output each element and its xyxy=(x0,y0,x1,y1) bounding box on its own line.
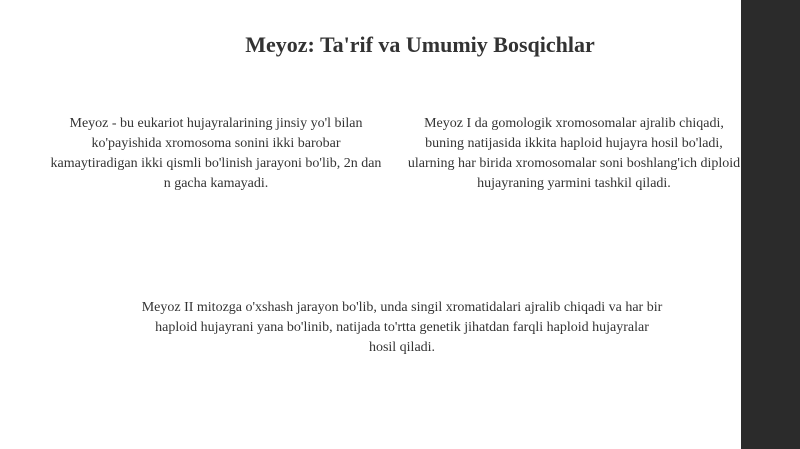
paragraph-meiosis-two: Meyoz II mitozga o'xshash jarayon bo'lib, unda singil xromatidalari ajralib chiqadi va har bir haploid hujayrani yana bo'linib, natijada to'rtta genetik jihatdan farqli haploid hujayralar hosil qiladi. xyxy=(141,300,663,355)
paragraph-definition: Meyoz - bu eukariot hujayralarining jinsiy yo'l bilan ko'payishida xromosoma sonini ikki barobar kamaytiradigan ikki qismli bo'linish jarayoni bo'lib, 2n dan n gacha kamayadi. xyxy=(50,116,382,191)
side-panel xyxy=(741,0,800,449)
paragraph-meiosis-one: Meyoz I da gomologik xromosomalar ajralib chiqadi, buning natijasida ikkita haploid hujayra hosil bo'ladi, ularning har birida xromosomalar soni boshlang'ich diploid hujayraning yarmini tashkil qiladi. xyxy=(407,116,741,191)
slide-title: Meyoz: Ta'rif va Umumiy Bosqichlar xyxy=(245,32,595,57)
